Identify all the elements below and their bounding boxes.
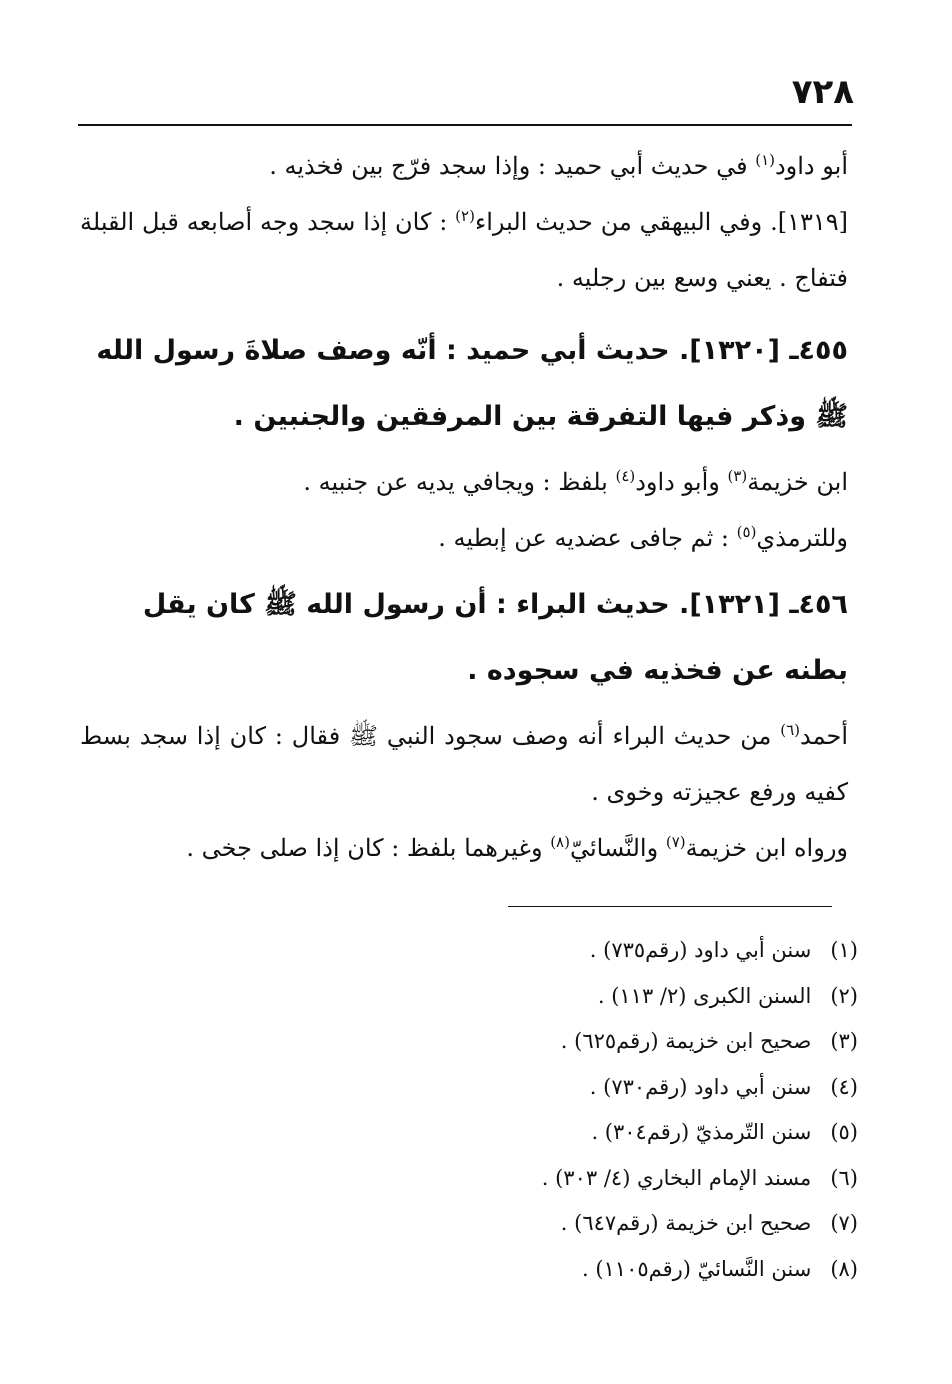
footnote-item: (٨) سنن النَّسائيّ (رقم١١٠٥) . [581,1256,858,1281]
hadith-456-line-1: أحمد$^{(٦)}$ من حديث البراء أنه وصف سجود النبي ﷺ فقال : كان إذا سجد بسط كفيه ورفع عجيزته وخوى . [80,721,848,806]
footnote-separator [508,906,832,907]
page-number: ٧٢٨ [791,72,854,112]
hadith-455-heading: ٤٥٥ـ [١٣٢٠]. حديث أبي حميد : أنّه وصف صلاةَ رسول الله ﷺ وذكر فيها التفرقة بين المرفقين والجنبين . [96,335,848,432]
footnote-item: (٥) سنن التّرمذيّ (رقم٣٠٤) . [591,1120,858,1144]
hadith-456-heading: ٤٥٦ـ [١٣٢١]. حديث البراء : أن رسول الله ﷺ كان يقل بطنه عن فخذيه في سجوده . [142,589,848,686]
footnote-item: (٦) مسند الإمام البخاري (٤/ ٣٠٣) . [541,1165,858,1190]
hadith-455-line-1: ابن خزيمة$^{(٣)}$ وأبو داود$^{(٤)}$ بلفظ : ويجافي يديه عن جنبيه . [303,467,848,496]
header-rule [78,124,852,126]
hadith-456-line-2: ورواه ابن خزيمة$^{(٧)}$ والنَّسائيّ$^{(٨)}$ وغيرهما بلفظ : كان إذا صلى جخى . [186,833,848,862]
footnotes [300,928,858,1292]
footnote-ref-2[interactable]: (٢) [455,207,475,225]
footnote-ref-1[interactable]: (١) [755,151,775,169]
paragraph-abu-dawud: أبو داود$^{(١)}$ في حديث أبي حميد : وإذا سجد فرّج بين فخذيه . [269,151,848,180]
footnote-ref-3[interactable]: (٣) [727,467,748,485]
footnote-item: (٧) صحيح ابن خزيمة (رقم٦٤٧) . [560,1211,858,1235]
page-body [80,138,848,876]
footnote-ref-8[interactable]: (٨) [550,833,570,851]
footnote-ref-5[interactable]: (٥) [736,523,757,541]
footnote-item: (٤) سنن أبي داود (رقم٧٣٠) . [589,1074,858,1099]
footnote-item: (٣) صحيح ابن خزيمة (رقم٦٢٥) . [560,1029,858,1053]
paragraph-1319: [١٣١٩]. وفي البيهقي من حديث البراء$^{(٢)}$ : كان إذا سجد وجه أصابعه قبل القبلة فتفاج . يعني وسع بين رجليه . [80,207,848,292]
hadith-455-line-2: وللترمذي$^{(٥)}$ : ثم جافى عضديه عن إبطيه . [438,523,848,552]
footnote-item: (٢) السنن الكبرى (٢/ ١١٣) . [597,983,858,1008]
footnote-item: (١) سنن أبي داود (رقم٧٣٥) . [589,938,858,962]
footnote-ref-7[interactable]: (٧) [665,833,686,851]
footnote-ref-4[interactable]: (٤) [615,467,636,485]
footnote-ref-6[interactable]: (٦) [780,721,801,739]
